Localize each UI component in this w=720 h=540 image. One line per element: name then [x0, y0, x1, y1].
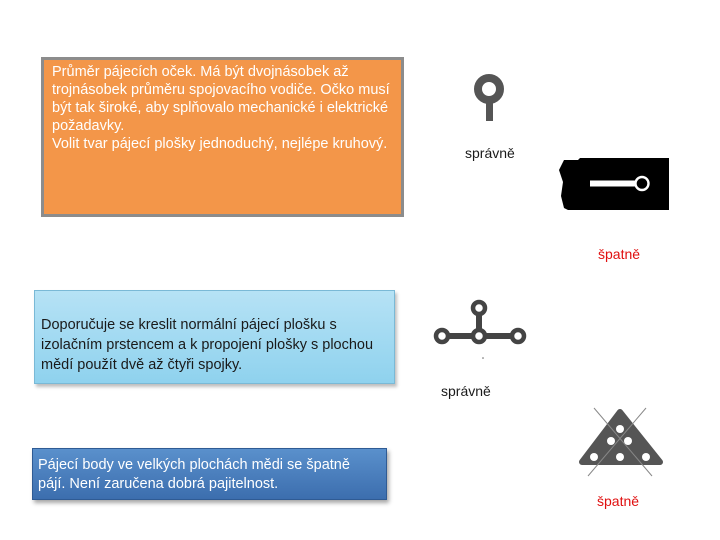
triangle-pad-1: [616, 425, 624, 433]
triangle-pad-4: [590, 453, 598, 461]
diameter-note-text: Průměr pájecích oček. Má být dvojnásobek až trojnásobek průměru spojovacího vodiče. Očko musí být tak široké, aby splňovalo mechanické i elektrické požadavky.: [52, 64, 390, 134]
pad-left: [436, 330, 448, 342]
round-pad-trace: [486, 99, 493, 121]
triangle-pad-6: [642, 453, 650, 461]
triangle-pad-5: [616, 453, 624, 461]
pad-center: [473, 330, 485, 342]
wrong-label-2: špatně: [597, 493, 640, 509]
round-pad-ring: [478, 78, 500, 100]
shape-note-text: Volit tvar pájecí plošky jednoduchý, nejlépe kruhový.: [52, 136, 388, 152]
copper-pad: [636, 177, 649, 190]
round-pad-figure: [472, 74, 512, 124]
pad-top: [473, 302, 485, 314]
isolation-note-text: Doporučuje se kreslit normální pájecí plošku s izolačním prstencem a k propojení plošky s plochou mědí použít dvě až čtyři spojky.: [41, 317, 374, 373]
wrong-label-1: špatně: [598, 246, 641, 262]
pad-dot: [482, 357, 484, 359]
triangle-pad-3: [624, 437, 632, 445]
copper-note-text: Pájecí body ve velkých plochách mědi se špatně pájí. Není zaručena dobrá pajitelnost.: [38, 457, 350, 492]
correct-label-2: správně: [441, 383, 491, 399]
copper-trace: [590, 181, 642, 187]
thermal-relief-figure: [428, 296, 536, 364]
correct-label-1: správně: [465, 145, 515, 161]
copper-note-box: [32, 448, 387, 500]
isolation-note-box: [34, 290, 395, 384]
triangle-pad-2: [607, 437, 615, 445]
diameter-note-box: [41, 57, 404, 217]
pad-in-copper-figure: [558, 158, 670, 212]
pad-right: [512, 330, 524, 342]
copper-triangle-figure: [576, 406, 666, 478]
